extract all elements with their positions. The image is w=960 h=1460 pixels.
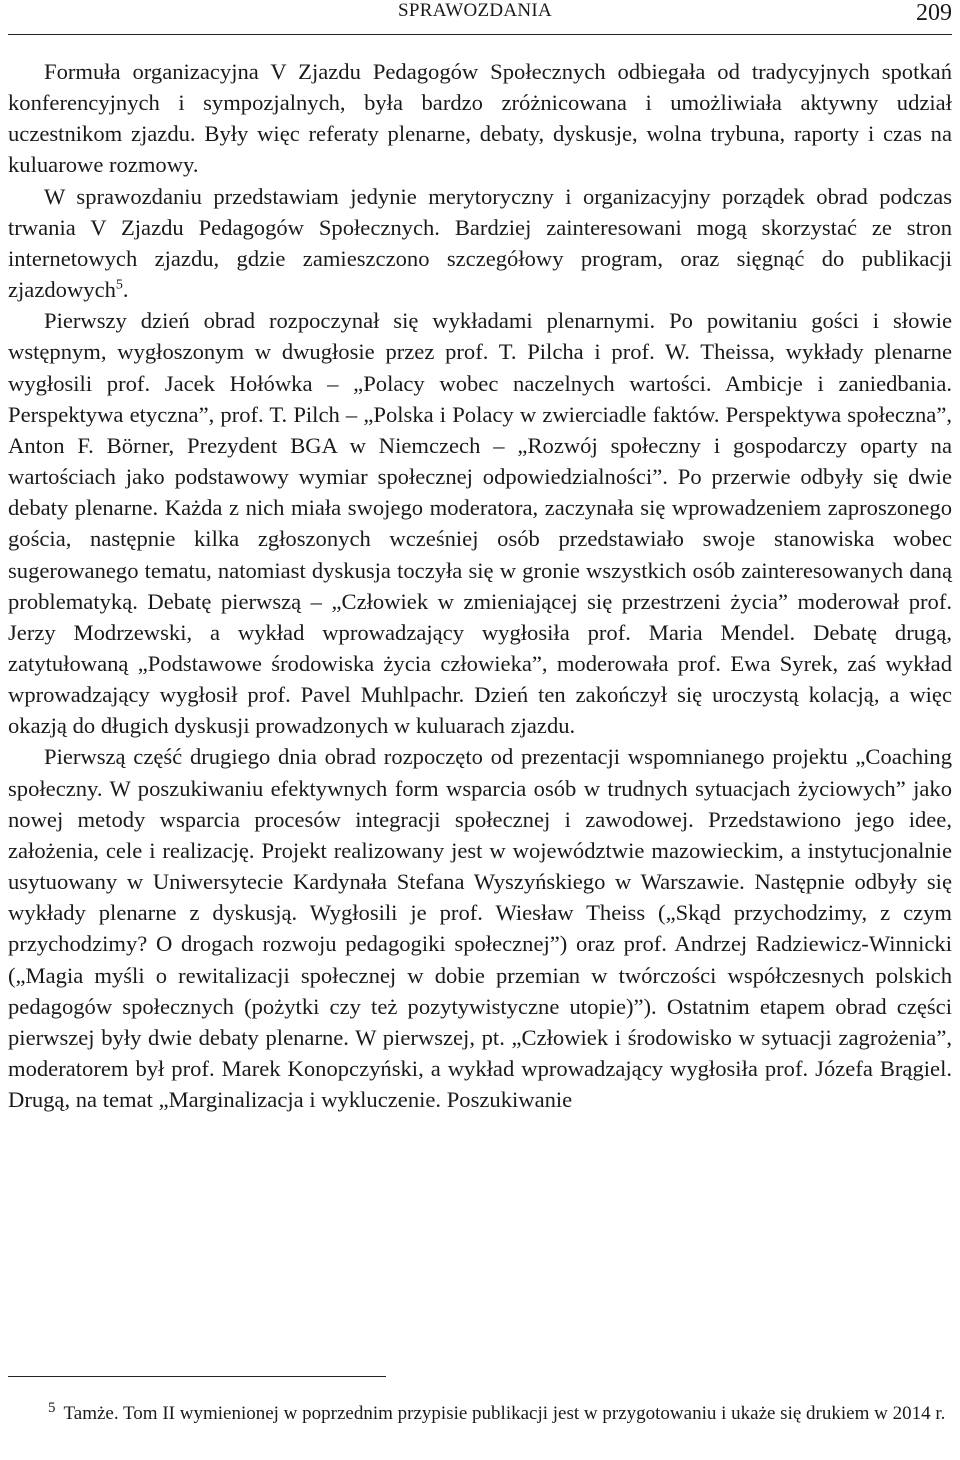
- footnote-text: Tamże. Tom II wymienionej w poprzednim przypisie publikacji jest w przygotowaniu i ukaże się drukiem w 2014 r.: [63, 1403, 946, 1424]
- body-text: [8, 56, 952, 1115]
- paragraph-4: Pierwszą część drugiego dnia obrad rozpoczęto od prezentacji wspomnianego projektu „Coaching społeczny. W poszukiwaniu efektywnych form wsparcia osób w trudnych sytuacjach życiowych” jako nowej metody wsparcia procesów integracji społecznej i zawodowej. Przedstawiono jego idee, założenia, cele i realizację. Projekt realizowany jest w województwie mazowieckim, a instytucjonalnie usytuowany w Uniwersytecie Kardynała Stefana Wyszyńskiego w Warszawie. Następnie odbyły się wykłady plenarne z dyskusją. Wygłosili je prof. Wiesław Theiss („Skąd przychodzimy, z czym przychodzimy? O drogach rozwoju pedagogiki społecznej”) oraz prof. Andrzej Radziewicz-Winnicki („Magia myśli o rewitalizacji społecznej w dobie przemian w twórczości współczesnych polskich pedagogów społecznych (pożytki czy też pozytywistyczne utopie)”). Ostatnim etapem obrad części pierwszej były dwie debaty plenarne. W pierwszej, pt. „Człowiek i środowisko w sytuacji zagrożenia”, moderatorem był prof. Marek Konopczyński, a wykład wprowadzający wygłosiła prof. Józefa Brągiel. Drugą, na temat „Marginalizacja i wykluczenie. Poszukiwanie: [8, 744, 952, 1113]
- paragraph-2: [8, 181, 952, 306]
- running-title: SPRAWOZDANIA: [398, 0, 553, 21]
- paragraph-2-text: W sprawozdaniu przedstawiam jedynie merytoryczny i organizacyjny porządek obrad podczas trwania V Zjazdu Pedagogów Społecznych. Bardziej zainteresowani mogą skorzystać ze stron internetowych zjazdu, gdzie zamieszczono szczegółowy program, oraz sięgnąć do publikacji zjazdowych: [8, 183, 952, 303]
- footnote-separator: [8, 1376, 386, 1377]
- paragraph-3: Pierwszy dzień obrad rozpoczynał się wykładami plenarnymi. Po powitaniu gości i słowie wstępnym, wygłoszonym w dwugłosie przez prof. T. Pilcha i prof. W. Theissa, wykłady plenarne wygłosili prof. Jacek Hołówka – „Polacy wobec naczelnych wartości. Ambicje i zaniedbania. Perspektywa etyczna”, prof. T. Pilch – „Polska i Polacy w zwierciadle faktów. Perspektywa społeczna”, Anton F. Börner, Prezydent BGA w Niemczech – „Rozwój społeczny i gospodarczy oparty na wartościach jako podstawowy wymiar społecznej odpowiedzialności”. Po przerwie odbyły się dwie debaty plenarne. Każda z nich miała swojego moderatora, zaczynała się wprowadzeniem zaproszonego gościa, następnie kilka zgłoszonych wcześniej osób przedstawiało swoje stanowiska wobec sugerowanego tematu, natomiast dyskusja toczyła się w gronie wszystkich osób zainteresowanych daną problematyką. Debatę pierwszą – „Człowiek w zmieniającej się przestrzeni życia” moderował prof. Jerzy Modrzewski, a wykład wprowadzający wygłosiła prof. Maria Mendel. Debatę drugą, zatytułowaną „Podstawowe środowiska życia człowieka”, moderowała prof. Ewa Syrek, zaś wykład wprowadzający wygłosił prof. Pavel Muhlpachr. Dzień ten zakończył się uroczystą kolacją, a więc okazją do długich dyskusji prowadzonych w kuluarach zjazdu.: [8, 308, 952, 739]
- paragraph-1: Formuła organizacyjna V Zjazdu Pedagogów Społecznych odbiegała od tradycyjnych spotkań konferencyjnych i sympozjalnych, była bardzo zróżnicowana i umożliwiała aktywny udział uczestnikom zjazdu. Były więc referaty plenarne, debaty, dyskusje, wolna trybuna, raporty i czas na kuluarowe rozmowy.: [8, 59, 952, 178]
- footnote-mark: 5: [48, 1399, 56, 1416]
- document-page: [8, 0, 952, 1460]
- page-header: [8, 0, 952, 36]
- footnote: [8, 1399, 952, 1428]
- footnote-reference[interactable]: 5: [115, 277, 123, 293]
- header-rule: [8, 34, 952, 35]
- paragraph-2-end: .: [122, 277, 129, 303]
- page-number: 209: [916, 0, 952, 26]
